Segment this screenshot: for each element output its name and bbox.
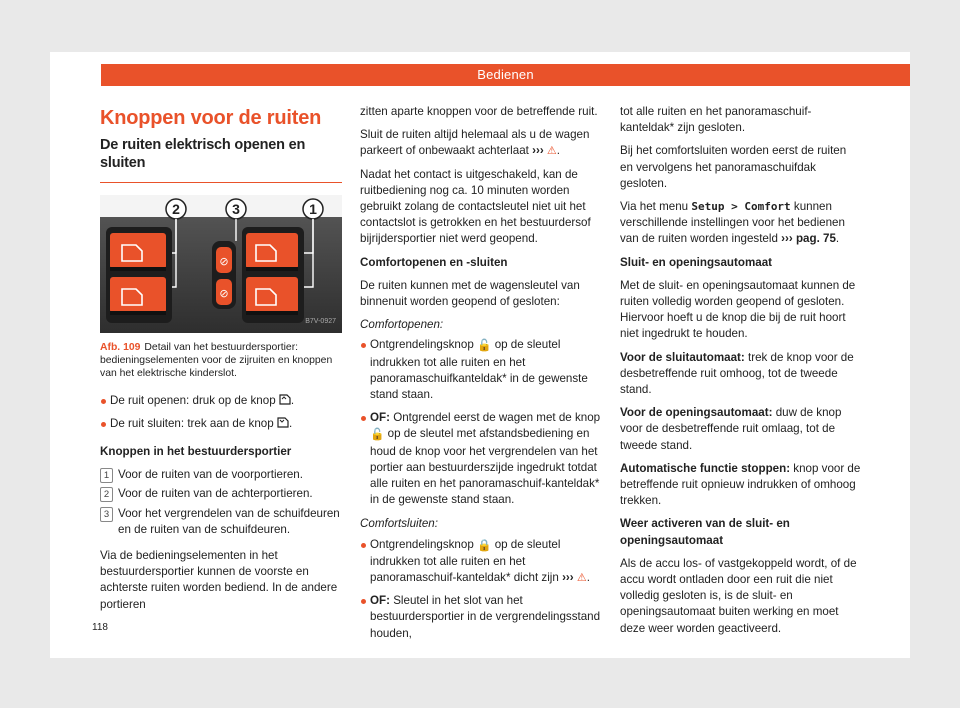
paragraph: Nadat het contact is uitgeschakeld, kan de ruitbediening nog ca. 10 minuten worden gebruikt zolang de contactsleutel niet uit het contactslot is getrokken en het bestuurdersof bijrijdersportier niet werd geopend. <box>360 167 591 246</box>
driver-door-buttons-heading: Knoppen in het bestuurdersportier <box>100 445 292 459</box>
bullet-comfort-open-alt: OF: Ontgrendel eerst de wagen met de knop 🔓 op de sleutel met afstandsbediening en houd de knop voor het vergrendelen van het portier aan bestuurderszijde ingedrukt totdat alle ruiten en het panoramaschuif-kanteldak* in de gewenste stand staan. <box>360 410 602 508</box>
list-item: 3 Voor het vergrendelen van de schuifdeuren en de ruiten van de schuifdeuren. <box>100 506 342 538</box>
paragraph: Via het menu Setup > Comfort kunnen verschillende instellingen voor het bedienen van de ruiten worden ingesteld ››› pag. 75. <box>620 200 845 246</box>
list-item: 2 Voor de ruiten van de achterportieren. <box>100 486 342 502</box>
figure-caption-text: Detail van het bestuurdersportier: bedieningselementen voor de zijruiten en knoppen van het elektrische kinderslot. <box>100 342 333 380</box>
lock-key-icon: 🔒 <box>477 538 492 552</box>
bullet-comfort-close: Ontgrendelingsknop 🔒 op de sleutel indrukken tot alle ruiten en het panoramaschuif-kanteldak* dicht zijn ››› ⚠. <box>360 537 602 587</box>
figure-code: B7V-0927 <box>305 317 336 325</box>
section-subtitle: De ruiten elektrisch openen en sluiten <box>100 137 306 171</box>
warning-icon: ⚠ <box>576 572 587 585</box>
reactivate-heading: Weer activeren van de sluit- en openingsautomaat <box>620 517 790 547</box>
svg-text:⊘: ⊘ <box>219 255 229 268</box>
page-reference[interactable]: ››› pag. 75 <box>781 232 836 246</box>
callout-3-label: 3 <box>232 201 240 217</box>
bullet-close-window: De ruit sluiten: trek aan de knop . <box>100 416 342 432</box>
paragraph: tot alle ruiten en het panoramaschuif-kanteldak* zijn gesloten. <box>620 105 812 135</box>
warning-icon: ⚠ <box>546 145 557 158</box>
paragraph: Sluit de ruiten altijd helemaal als u de wagen parkeert of onbewaakt achterlaat ››› ⚠. <box>360 128 590 158</box>
unlock-key-icon: 🔓 <box>477 339 492 353</box>
svg-text:⊘: ⊘ <box>219 287 229 300</box>
unlock-key-icon: 🔓 <box>370 428 385 442</box>
paragraph: Voor de openingsautomaat: duw de knop voor de desbetreffende ruit omlaag, tot de tweede stand. <box>620 406 842 452</box>
paragraph: zitten aparte knoppen voor de betreffende ruit. <box>360 105 598 118</box>
paragraph: Voor de sluitautomaat: trek de knop voor de desbetreffende ruit omhoog, tot de tweede stand. <box>620 350 854 397</box>
title-rule <box>100 182 342 183</box>
column-1 <box>100 106 342 620</box>
manual-page <box>50 52 910 658</box>
paragraph: Als de accu los- of vastgekoppeld wordt, of de accu wordt ontladen door een ruit die niet volledig gesloten is, is de sluit- en openingsautomaat buiten werking en moet deze weer worden geactiveerd. <box>620 556 857 635</box>
column-3 <box>620 104 862 644</box>
window-open-icon <box>279 394 291 405</box>
bullet-comfort-open: Ontgrendelingsknop 🔓 op de sleutel indrukken tot alle ruiten en het panoramaschuifkanteldak* in de gewenste stand staan. <box>360 337 602 403</box>
callout-1-label: 1 <box>309 201 317 217</box>
figure-caption <box>100 341 342 381</box>
comfort-close-label: Comfortsluiten: <box>360 517 438 531</box>
front-left-window-switch <box>246 233 298 269</box>
paragraph: Automatische functie stoppen: knop voor de betreffende ruit opnieuw indrukken of omhoog trekken. <box>620 461 861 508</box>
callout-3 <box>226 199 246 219</box>
comfort-heading: Comfortopenen en -sluiten <box>360 255 508 269</box>
warning-reference[interactable]: ››› <box>532 144 544 158</box>
callout-2-label: 2 <box>172 201 180 217</box>
page-title: Knoppen voor de ruiten <box>100 107 322 129</box>
callout-2 <box>166 199 186 219</box>
rear-right-window-switch <box>110 277 166 313</box>
comfort-open-label: Comfortopenen: <box>360 318 444 332</box>
paragraph: Via de bedieningselementen in het bestuurdersportier kunnen de voorste en achterste ruiten worden bediend. In de andere portieren <box>100 549 338 611</box>
menu-path: Setup > Comfort <box>691 200 791 214</box>
bullet-open-window: De ruit openen: druk op de knop . <box>100 393 342 409</box>
bullet-comfort-close-alt: OF: Sleutel in het slot van het bestuurdersportier in de vergrendelingsstand houden, <box>360 593 602 642</box>
front-right-window-switch <box>246 277 298 313</box>
warning-reference[interactable]: ››› <box>562 571 574 585</box>
column-2 <box>360 104 602 649</box>
rear-left-window-switch <box>110 233 166 269</box>
paragraph: Met de sluit- en openingsautomaat kunnen de ruiten volledig worden geopend of gesloten. Hiervoor hoeft u de knop die bij de ruit hoort niet ingedrukt te houden. <box>620 278 856 341</box>
list-item: 1 Voor de ruiten van de voorportieren. <box>100 467 342 483</box>
paragraph: De ruiten kunnen met de wagensleutel van binnenuit worden geopend of gesloten: <box>360 278 580 309</box>
page-number: 118 <box>92 622 108 633</box>
figure-number: Afb. 109 <box>100 342 141 353</box>
section-header: Bedienen <box>101 64 910 86</box>
door-panel-illustration <box>100 195 342 333</box>
paragraph: Bij het comfortsluiten worden eerst de ruiten en vervolgens het panoramaschuifdak gesloten. <box>620 144 847 190</box>
auto-heading: Sluit- en openingsautomaat <box>620 255 773 269</box>
callout-1 <box>303 199 323 219</box>
window-close-icon <box>277 417 289 428</box>
figure-window-switches <box>100 195 342 333</box>
